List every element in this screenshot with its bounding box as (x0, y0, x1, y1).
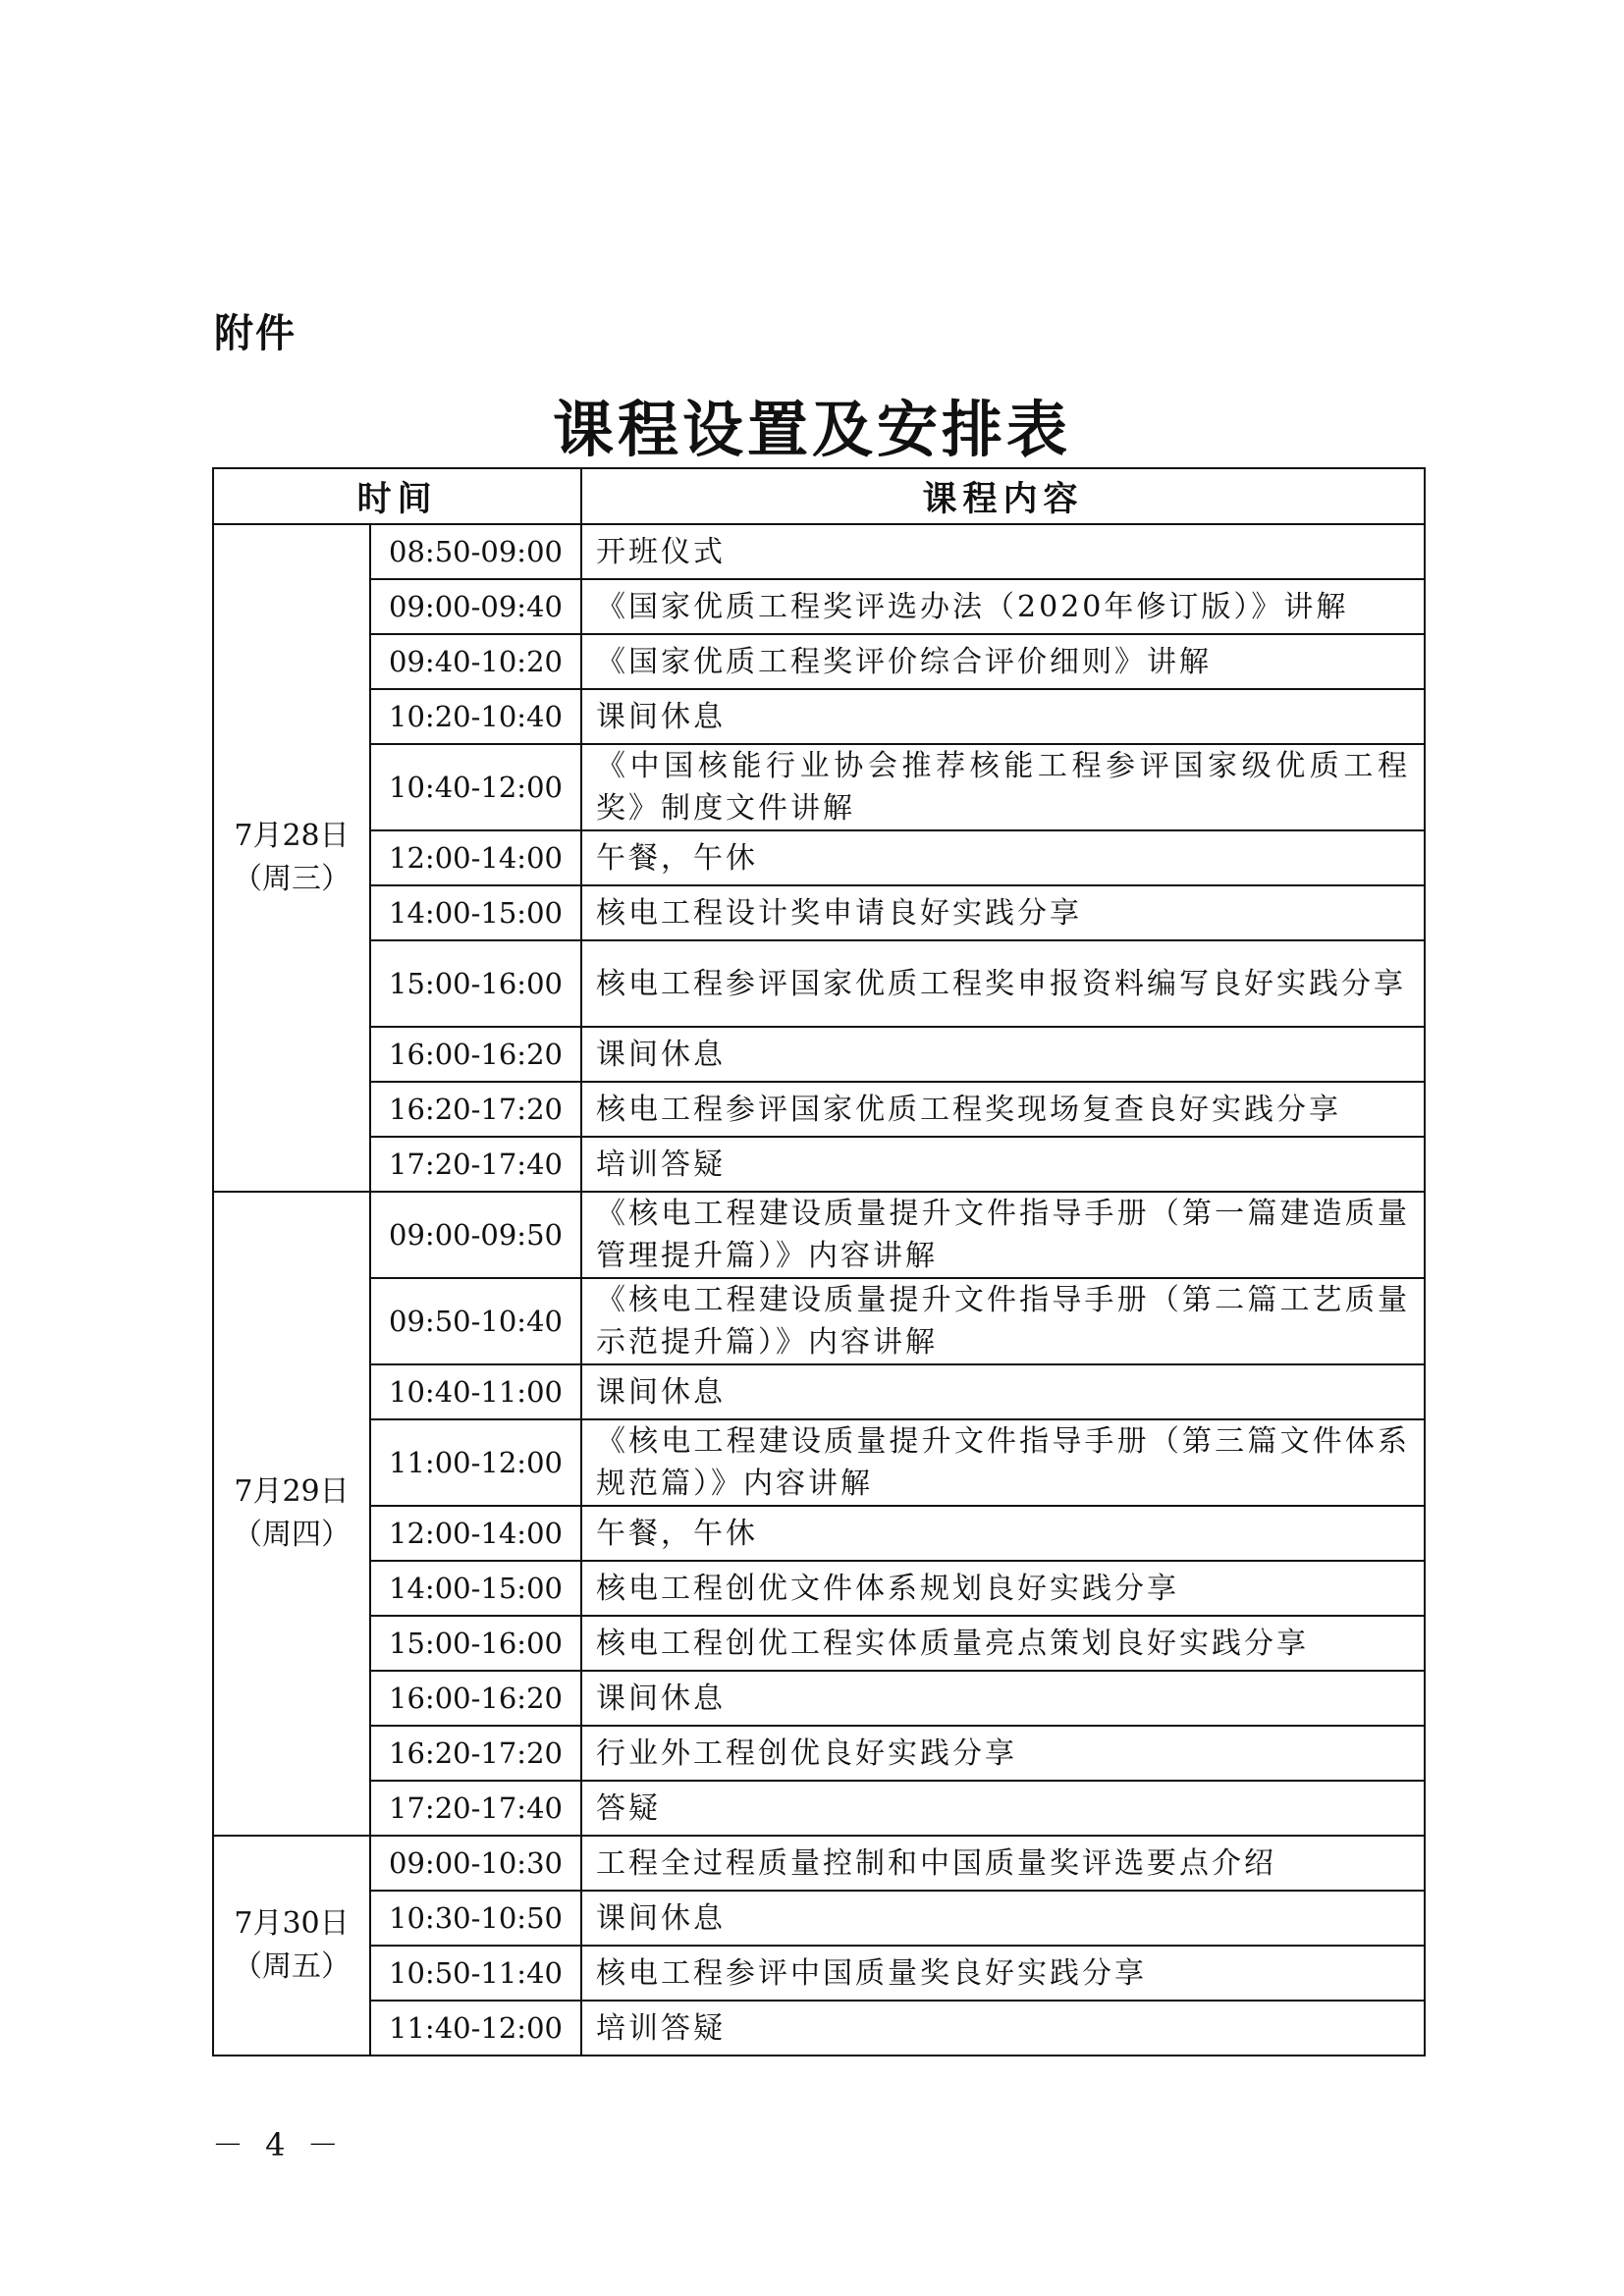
day-date: 7月28日 (234, 819, 350, 853)
session-time: 16:20-17:20 (370, 1082, 581, 1137)
day-date: 7月30日 (234, 1906, 350, 1941)
session-content: 核电工程设计奖申请良好实践分享 (581, 885, 1425, 940)
table-row (213, 2001, 1425, 2056)
session-content: 开班仪式 (581, 524, 1425, 579)
schedule-body (213, 524, 1425, 2056)
table-row (213, 634, 1425, 689)
table-row (213, 1671, 1425, 1726)
table-row (213, 1781, 1425, 1836)
table-row (213, 1082, 1425, 1137)
session-content: 核电工程参评国家优质工程奖申报资料编写良好实践分享 (581, 940, 1425, 1027)
table-row (213, 1836, 1425, 1891)
header-content: 课程内容 (581, 468, 1425, 524)
table-row (213, 830, 1425, 885)
session-content: 《国家优质工程奖评选办法（2020年修订版）》讲解 (581, 579, 1425, 634)
session-content: 《中国核能行业协会推荐核能工程参评国家级优质工程奖》制度文件讲解 (581, 744, 1425, 830)
session-time: 14:00-15:00 (370, 1561, 581, 1616)
session-time: 09:00-09:40 (370, 579, 581, 634)
table-row (213, 579, 1425, 634)
session-content: 答疑 (581, 1781, 1425, 1836)
table-row (213, 1506, 1425, 1561)
table-row (213, 1946, 1425, 2001)
session-content: 课间休息 (581, 689, 1425, 744)
session-time: 17:20-17:40 (370, 1137, 581, 1192)
table-row (213, 1137, 1425, 1192)
day-cell (213, 524, 370, 1192)
schedule-table (212, 467, 1426, 2056)
session-content: 核电工程参评中国质量奖良好实践分享 (581, 1946, 1425, 2001)
session-time: 09:40-10:20 (370, 634, 581, 689)
session-time: 09:00-09:50 (370, 1192, 581, 1278)
session-content: 《核电工程建设质量提升文件指导手册（第二篇工艺质量示范提升篇）》内容讲解 (581, 1278, 1425, 1364)
session-time: 11:00-12:00 (370, 1419, 581, 1506)
session-time: 16:00-16:20 (370, 1027, 581, 1082)
session-content: 核电工程参评国家优质工程奖现场复查良好实践分享 (581, 1082, 1425, 1137)
table-row (213, 1419, 1425, 1506)
table-row (213, 1278, 1425, 1364)
session-time: 09:00-10:30 (370, 1836, 581, 1891)
table-row (213, 885, 1425, 940)
day-cell (213, 1192, 370, 1836)
session-time: 12:00-14:00 (370, 830, 581, 885)
session-content: 午餐，午休 (581, 1506, 1425, 1561)
session-time: 12:00-14:00 (370, 1506, 581, 1561)
session-content: 培训答疑 (581, 2001, 1425, 2056)
session-time: 10:50-11:40 (370, 1946, 581, 2001)
table-row (213, 1726, 1425, 1781)
session-time: 16:20-17:20 (370, 1726, 581, 1781)
session-content: 《核电工程建设质量提升文件指导手册（第一篇建造质量管理提升篇）》内容讲解 (581, 1192, 1425, 1278)
table-row (213, 1192, 1425, 1278)
day-weekday: （周四） (233, 1518, 351, 1552)
session-content: 核电工程创优文件体系规划良好实践分享 (581, 1561, 1425, 1616)
day-weekday: （周五） (233, 1949, 351, 1984)
session-time: 15:00-16:00 (370, 940, 581, 1027)
session-time: 10:30-10:50 (370, 1891, 581, 1946)
session-time: 09:50-10:40 (370, 1278, 581, 1364)
session-time: 15:00-16:00 (370, 1616, 581, 1671)
header-time: 时间 (213, 468, 581, 524)
session-content: 课间休息 (581, 1364, 1425, 1419)
table-row (213, 524, 1425, 579)
session-time: 14:00-15:00 (370, 885, 581, 940)
table-header-row (213, 468, 1425, 524)
table-row (213, 1616, 1425, 1671)
table-row (213, 744, 1425, 830)
session-content: 《核电工程建设质量提升文件指导手册（第三篇文件体系规范篇）》内容讲解 (581, 1419, 1425, 1506)
session-time: 10:40-11:00 (370, 1364, 581, 1419)
session-content: 课间休息 (581, 1671, 1425, 1726)
attachment-label: 附件 (214, 311, 297, 356)
session-time: 17:20-17:40 (370, 1781, 581, 1836)
session-time: 10:20-10:40 (370, 689, 581, 744)
session-time: 16:00-16:20 (370, 1671, 581, 1726)
session-content: 行业外工程创优良好实践分享 (581, 1726, 1425, 1781)
session-content: 午餐，午休 (581, 830, 1425, 885)
page-number: － 4 － (212, 2126, 345, 2163)
day-cell (213, 1836, 370, 2056)
day-weekday: （周三） (233, 862, 351, 896)
session-content: 《国家优质工程奖评价综合评价细则》讲解 (581, 634, 1425, 689)
table-row (213, 1891, 1425, 1946)
table-row (213, 1364, 1425, 1419)
session-content: 培训答疑 (581, 1137, 1425, 1192)
table-row (213, 1561, 1425, 1616)
table-row (213, 1027, 1425, 1082)
session-content: 工程全过程质量控制和中国质量奖评选要点介绍 (581, 1836, 1425, 1891)
table-row (213, 689, 1425, 744)
session-content: 课间休息 (581, 1027, 1425, 1082)
table-row (213, 940, 1425, 1027)
session-content: 课间休息 (581, 1891, 1425, 1946)
session-time: 10:40-12:00 (370, 744, 581, 830)
day-date: 7月29日 (234, 1474, 350, 1509)
session-content: 核电工程创优工程实体质量亮点策划良好实践分享 (581, 1616, 1425, 1671)
session-time: 08:50-09:00 (370, 524, 581, 579)
session-time: 11:40-12:00 (370, 2001, 581, 2056)
page-title: 课程设置及安排表 (552, 394, 1071, 465)
